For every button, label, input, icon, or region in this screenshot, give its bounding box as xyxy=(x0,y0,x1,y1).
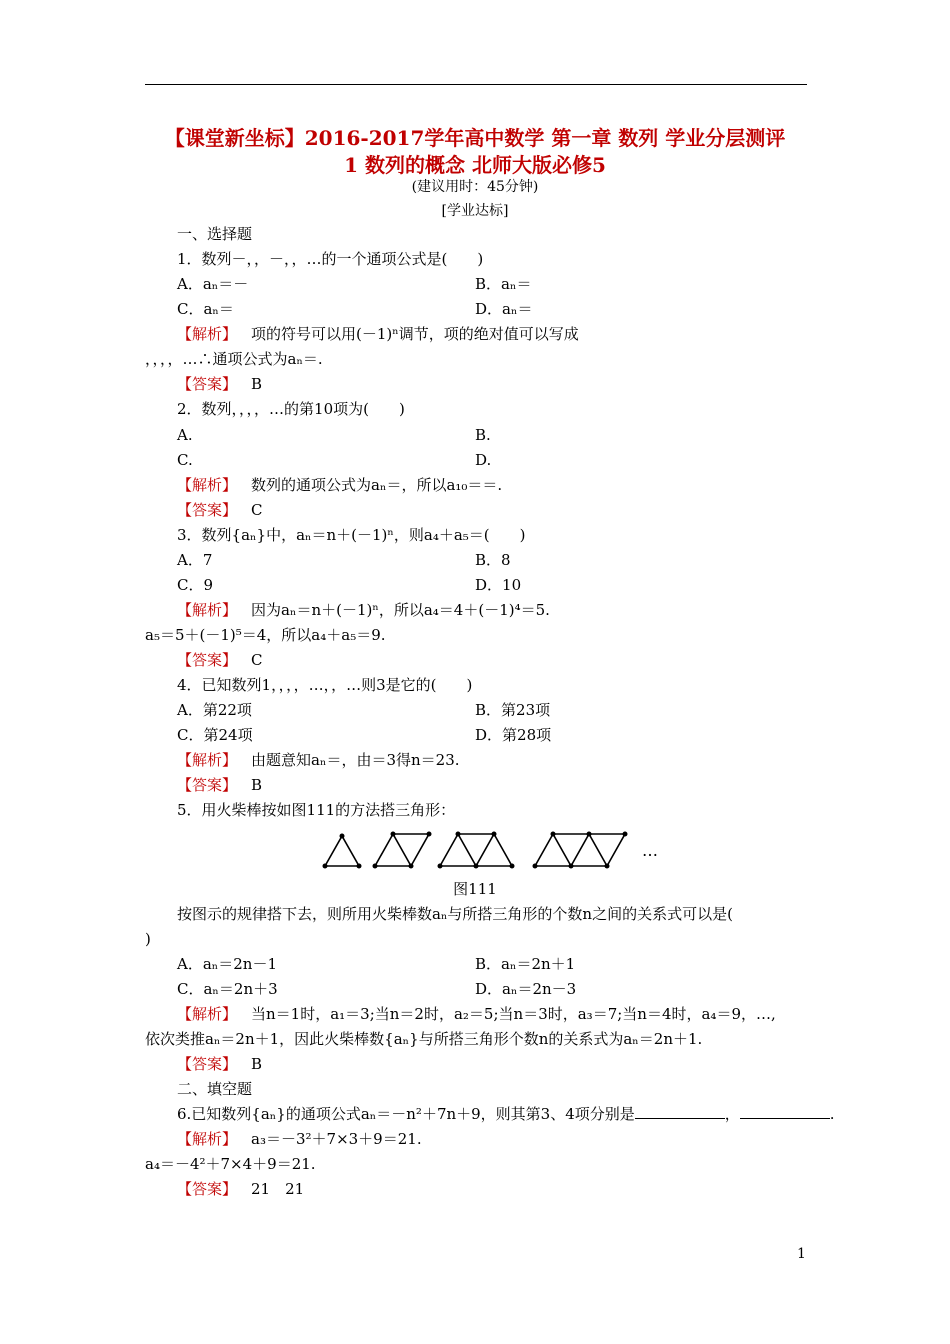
option-b: B．第23项 xyxy=(475,701,551,719)
analysis-line xyxy=(177,475,502,495)
figure-caption: 图111 xyxy=(453,880,497,898)
analysis-line xyxy=(177,1004,776,1024)
option-b: B．aₙ＝2n＋1 xyxy=(475,955,576,973)
document-title-line2: 1 数列的概念 北师大版必修5 xyxy=(344,153,606,177)
analysis-text: 项的符号可以用(－1)ⁿ调节，项的绝对值可以写成 xyxy=(251,325,579,343)
answer-line xyxy=(177,374,262,394)
question-stem: 1．数列－，，－，，…的一个通项公式是( ) xyxy=(177,250,484,268)
option-d: D．aₙ＝2n－3 xyxy=(475,980,577,998)
answer-line xyxy=(177,775,262,795)
question-stem: 4．已知数列1，，，，…，，…则3是它的( ) xyxy=(177,676,473,694)
analysis-line xyxy=(177,750,460,770)
analysis-line xyxy=(177,324,579,344)
answer-blank-1 xyxy=(635,1104,725,1119)
answer-tag: 【答案】 xyxy=(177,375,238,393)
answer-text: B xyxy=(251,375,263,393)
option-d: D. xyxy=(475,451,492,469)
answer-tag: 【答案】 xyxy=(177,501,238,519)
answer-text: B xyxy=(251,776,263,794)
analysis-text: 数列的通项公式为aₙ＝，所以a₁₀＝＝. xyxy=(251,476,503,494)
question-stem xyxy=(177,1104,835,1124)
answer-line xyxy=(177,1054,262,1074)
option-c: C．第24项 xyxy=(177,726,253,744)
answer-text: C xyxy=(251,501,263,519)
answer-blank-2 xyxy=(740,1104,830,1119)
matchstick-triangles-figure xyxy=(320,826,670,870)
answer-tag: 【答案】 xyxy=(177,651,238,669)
analysis-text: a₅＝5＋(－1)⁵＝4，所以a₄＋a₅＝9. xyxy=(145,626,386,644)
answer-text: B xyxy=(251,1055,263,1073)
triangle-group-2 xyxy=(375,834,429,866)
option-c: C．aₙ＝2n＋3 xyxy=(177,980,278,998)
document-title-line1: 【课堂新坐标】2016-2017学年高中数学 第一章 数列 学业分层测评 xyxy=(164,126,786,150)
option-a: A．aₙ＝－ xyxy=(177,275,249,293)
section-heading: 二、填空题 xyxy=(177,1080,253,1098)
option-a: A．第22项 xyxy=(177,701,252,719)
stem-end: . xyxy=(829,1105,835,1123)
answer-tag: 【答案】 xyxy=(177,776,238,794)
analysis-tag: 【解析】 xyxy=(177,325,238,343)
analysis-text: 由题意知aₙ＝，由＝3得n＝23. xyxy=(251,751,460,769)
option-a: A. xyxy=(177,426,193,444)
option-a: A．aₙ＝2n－1 xyxy=(177,955,278,973)
option-c: C．9 xyxy=(177,576,214,594)
option-d: D．第28项 xyxy=(475,726,552,744)
question-stem: 按图示的规律搭下去，则所用火柴棒数aₙ与所搭三角形的个数n之间的关系式可以是( xyxy=(177,905,733,923)
answer-tag: 【答案】 xyxy=(177,1055,238,1073)
analysis-text: 当n＝1时，a₁＝3;当n＝2时，a₂＝5;当n＝3时，a₃＝7;当n＝4时，a₄＝9，…, xyxy=(251,1005,776,1023)
question-stem-text: 6.已知数列{aₙ}的通项公式aₙ＝－n²＋7n＋9，则其第3、4项分别是 xyxy=(177,1105,635,1123)
option-d: D．aₙ＝ xyxy=(475,300,533,318)
header-rule xyxy=(145,84,807,85)
triangle-group-1 xyxy=(325,836,359,866)
question-stem: 5．用火柴棒按如图111的方法搭三角形： xyxy=(177,801,456,819)
analysis-tag: 【解析】 xyxy=(177,1005,238,1023)
question-stem: 2．数列，，，，…的第10项为( ) xyxy=(177,400,405,418)
analysis-tag: 【解析】 xyxy=(177,751,238,769)
answer-line xyxy=(177,500,263,520)
analysis-tag: 【解析】 xyxy=(177,601,238,619)
section-heading: 一、选择题 xyxy=(177,225,253,243)
blank-separator: ， xyxy=(724,1105,740,1123)
answer-text: C xyxy=(251,651,263,669)
analysis-text: 依次类推aₙ＝2n＋1，因此火柴棒数{aₙ}与所搭三角形个数n的关系式为aₙ＝2n＋1. xyxy=(145,1030,703,1048)
option-b: B. xyxy=(475,426,491,444)
answer-line xyxy=(177,650,263,670)
option-c: C. xyxy=(177,451,193,469)
question-stem: 3．数列{aₙ}中，aₙ＝n＋(－1)ⁿ，则a₄＋a₅＝( ) xyxy=(177,526,526,544)
triangle-group-4 xyxy=(535,834,625,866)
option-b: B．aₙ＝ xyxy=(475,275,532,293)
analysis-text: ，，，，…∴通项公式为aₙ＝. xyxy=(145,350,323,368)
option-a: A．7 xyxy=(177,551,213,569)
triangle-group-3 xyxy=(440,834,512,866)
analysis-tag: 【解析】 xyxy=(177,476,238,494)
level-heading: [学业达标] xyxy=(441,203,509,219)
question-stem: ) xyxy=(145,930,151,948)
analysis-text: a₄＝－4²＋7×4＋9＝21. xyxy=(145,1155,316,1173)
answer-line xyxy=(177,1179,304,1199)
figure-ellipsis: … xyxy=(642,841,658,860)
option-b: B．8 xyxy=(475,551,511,569)
analysis-text: 因为aₙ＝n＋(－1)ⁿ，所以a₄＝4＋(－1)⁴＝5. xyxy=(251,601,550,619)
analysis-tag: 【解析】 xyxy=(177,1130,238,1148)
option-d: D．10 xyxy=(475,576,522,594)
option-c: C．aₙ＝ xyxy=(177,300,234,318)
answer-tag: 【答案】 xyxy=(177,1180,238,1198)
time-note: (建议用时：45分钟) xyxy=(411,179,539,195)
analysis-text: a₃＝－3²＋7×3＋9＝21. xyxy=(251,1130,422,1148)
analysis-line xyxy=(177,1129,422,1149)
answer-text: 21 21 xyxy=(251,1180,305,1198)
page-number: 1 xyxy=(797,1246,806,1262)
analysis-line xyxy=(177,600,550,620)
